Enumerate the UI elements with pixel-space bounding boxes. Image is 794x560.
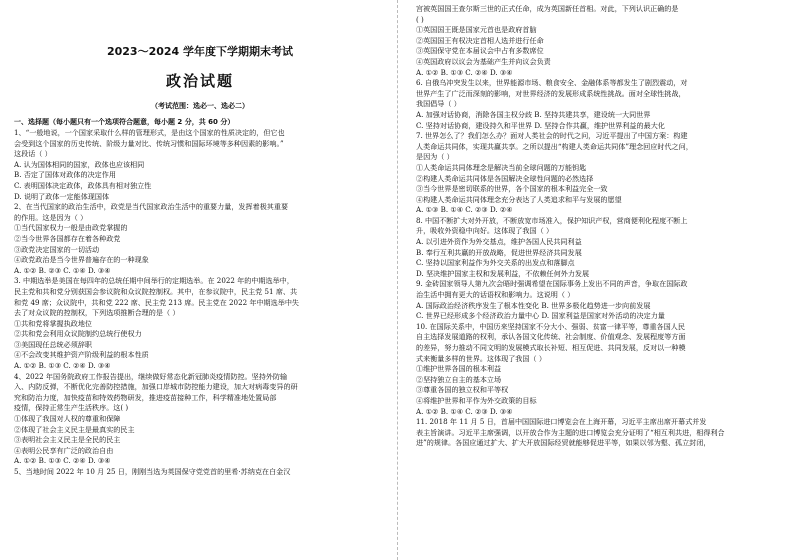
text-line: 6. 自俄乌冲突发生以来，世界能源市场、粮食安全、金融体系等都发生了剧烈震动，对 — [416, 78, 688, 88]
text-line: 世界产生了广泛而深刻的影响，对世界经济的发展形成系统性挑战。面对全球性挑战， — [416, 88, 686, 98]
text-line: 表主旨演讲。习近平主席强调，以开放合作为主题的进口博览会充分证明了“相互利共进，相得利合 — [416, 427, 725, 437]
text-line: ③英国保守党在本届议会中占有多数席位 — [416, 46, 544, 56]
text-line: 宫被英国国王查尔斯三世的正式任命，成为英国新任首相。对此，下列认识正确的是 — [416, 4, 679, 13]
text-line: C. 世界已经形成多个经济政治力量中心 D. 国家利益是国家对外活动的决定力量 — [416, 311, 665, 321]
text-line: ③表明社会主义民主是全民的民主 — [14, 435, 121, 445]
text-line: A. 以引进外资作为外交基点，维护各国人民共同利益 — [416, 237, 582, 247]
text-line: ①英国国王既是国家元首也是政府首脑 — [416, 25, 537, 35]
text-line: 3. 中期选举是美国在每四年的总统任期中间举行的定期选举。在 2022 年的中期选举中， — [14, 276, 294, 286]
text-line: 10. 在国际关系中，中国历来坚持国家不分大小、强弱、贫富一律平等，尊重各国人民 — [416, 321, 685, 331]
text-line: 的差异，努力推动不同文明的发展模式取长补短、相互促进、共同发展，反对以一种模 — [416, 343, 686, 352]
right-column — [416, 4, 788, 449]
text-line: 1、“一般地说，一个国家采取什么样的管理形式，是由这个国家的性质决定的，但它也 — [14, 128, 285, 137]
text-line: 是因为（ ） — [416, 152, 454, 162]
text-line: D. 坚决维护国家主权和发展利益，不依赖任何外力发展 — [416, 268, 590, 278]
text-line: ①体现了我国对人权的尊重和保障 — [14, 414, 121, 424]
text-line: ( ) — [416, 14, 424, 24]
text-line: 5、当地时间 2022 年 10 月 25 日，刚刚当选为英国保守党党首的里希·苏纳克在白金汉 — [14, 467, 291, 476]
text-line: ④英国政府以议会为基础产生并向议会负责 — [416, 56, 551, 66]
text-line: 这段话（ ） — [14, 149, 52, 159]
text-line: ②坚持独立自主的基本立场 — [416, 374, 502, 384]
left-question-text — [14, 128, 386, 478]
text-line: ④将维护世界和平作为外交政策的目标 — [416, 395, 537, 405]
text-line: ①共和党将掌握执政地位 — [14, 318, 93, 328]
text-line: ③美国现任总统必须辞职 — [14, 339, 93, 349]
text-line: A. 国际政治经济秩序发生了根本性变化 B. 世界多极化趋势进一步向前发展 — [416, 300, 651, 310]
exam-title: 2023～2024 学年度下学期期末考试 — [106, 45, 294, 58]
text-line: 自主选择发展道路的权利，承认各国文化传统、社会制度、价值观念、发展程度等方面 — [416, 332, 686, 342]
exam-scope: （考试范围：选必一、选必二） — [151, 102, 249, 110]
text-line: 会受到这个国家的历史传统、阶级力量对比、传统习惯和国际环境等多种因素的影响。” — [14, 138, 284, 148]
text-line: A. 加强对话协商，消除各国主权分歧 B. 坚持共建共享，建设统一大同世界 — [416, 109, 651, 119]
text-line: ②体现了社会主义民主是最真实的民主 — [14, 424, 135, 434]
text-line: ④表明公民享有广泛的政治自由 — [14, 445, 114, 455]
right-question-text — [416, 4, 788, 449]
text-line: 究和防治力度，加快疫苗和特效药物研发，推进疫苗接种工作，科学精准地处置局部 — [14, 392, 277, 402]
text-line: 2、在当代国家的政治生活中，政党是当代国家政治生活中的重要力量，发挥着极其重要 — [14, 202, 289, 212]
text-line: A. ①② B. ①③ C. ②④ D. ③④ — [14, 361, 111, 371]
text-line: 11. 2018 年 11 月 5 日，首届中国国际进口博览会在上海开幕，习近平主席出席开幕式并发 — [416, 417, 707, 427]
text-line: ②英国国王有权决定首相人选并进行任命 — [416, 35, 544, 45]
text-line: C. 坚持对话协商，建设持久和平世界 D. 坚持合作共赢，维护世界利益的最大化 — [416, 120, 665, 130]
text-line: C. 表明国体决定政体，政体具有相对独立性 — [14, 180, 152, 190]
text-line: A. ①② B. ①③ C. ②④ D. ③④ — [14, 456, 111, 466]
text-line: C. 坚持以国家利益作为外交关系的出发点和落脚点 — [416, 258, 575, 268]
text-line: ③当今世界是密切联系的世界，各个国家的根本利益完全一致 — [416, 184, 608, 194]
text-line: ④构建人类命运共同体理念充分表达了人类追求和平与发展的愿望 — [416, 194, 622, 204]
text-line: ④不会改变其维护资产阶级利益的根本性质 — [14, 350, 149, 360]
text-line: ①人类命运共同体理念是解决当前全球问题的万能钥匙 — [416, 162, 587, 172]
text-line: D. 说明了政体一定能体现国体 — [14, 191, 110, 201]
text-line: B. 否定了国体对政体的决定作用 — [14, 170, 116, 180]
text-line: A. ①③ B. ①④ C. ②③ D. ②④ — [416, 205, 513, 215]
text-line: A. ①② B. ②③ C. ①④ D. ③④ — [14, 265, 111, 275]
text-line: 人类命运共同体，实现共赢共享。之所以提出“构建人类命运共同体”理念回应时代之问， — [416, 141, 693, 151]
subject-title: 政治试题 — [165, 72, 234, 90]
text-line: 去了对众议院的控制权，下列选项推断合理的是（ ） — [14, 308, 180, 318]
text-line: ③政党决定国家的一切活动 — [14, 244, 100, 254]
section-heading: 一、选择题（每小题只有一个选项符合题意，每小题 2 分，共 60 分） — [14, 118, 235, 126]
text-line: 8. 中国不断扩大对外开放，不断放宽市场准入，保护知识产权，营商便利化程度不断上 — [416, 215, 688, 225]
text-line: 的作用。这是因为（ ） — [14, 212, 88, 222]
left-column — [14, 14, 386, 478]
text-line: 我国倡导（ ） — [416, 99, 461, 109]
text-line: A. 认为国体相同的国家，政体也应该相同 — [14, 159, 145, 169]
text-line: ③尊重各国的独立权和平等权 — [416, 385, 509, 395]
text-line: 9. 金砖国家领导人第九次会晤时强调希望在国际事务上发出不同的声音，争取在国际政 — [416, 279, 688, 289]
text-line: 和党 49 席；众议院中，共和党 222 席、民主党 213 席。民主党在 2022 年中期选举中失 — [14, 297, 300, 307]
text-line: 式来衡量多样的世界。这体现了我国（ ） — [416, 353, 546, 363]
text-line: ④政党政治是当今世界普遍存在的一种现象 — [14, 255, 149, 265]
text-line: 升，吸收外资稳中向好。这体现了我国（ ） — [416, 226, 554, 236]
text-line: 民主党和共和党分别获国会参议院和众议院控制权。其中，在参议院中，民主党 51 席、共 — [14, 286, 298, 296]
text-line: 进”的规律。各国应通过扩大、扩大开放国际经贸就能够促进平等，如果以邻为壑、孤立封闭， — [416, 438, 711, 448]
column-divider — [397, 0, 398, 560]
text-line: 疫情，保持正常生产生活秩序。这( ) — [14, 403, 129, 413]
text-line: B. 奉行互利共赢的开放战略，促进世界经济共同发展 — [416, 247, 582, 257]
text-line: 治生活中拥有更大的话语权和影响力。这说明（ ） — [416, 290, 575, 300]
text-line: ①维护世界各国的根本利益 — [416, 364, 502, 374]
text-line: ①当代国家权力一般是由政党掌握的 — [14, 223, 128, 233]
text-line: 4、2022 年国务院政府工作报告提出，继续做好常态化新冠肺炎疫情防控。坚持外防输 — [14, 371, 288, 381]
text-line: A. ①② B. ①③ C. ②④ D. ③④ — [416, 67, 513, 77]
text-line: A. ①② B. ①④ C. ②③ D. ③④ — [416, 406, 513, 416]
text-line: ②构建人类命运共同体是各国解决全球性问题的必然选择 — [416, 173, 594, 183]
text-line: 入、内防反弹，不断优化完善防控措施，加强口岸城市防控能力建设，加大对病毒变异的研 — [14, 382, 298, 392]
text-line: 7. 世界怎么了？我们怎么办？面对人类社会的时代之问，习近平提出了中国方案：构建 — [416, 131, 688, 141]
text-line: ②当今世界各国都存在着各种政党 — [14, 233, 121, 243]
text-line: ②共和党会利用众议院制约总统行使权力 — [14, 329, 142, 339]
